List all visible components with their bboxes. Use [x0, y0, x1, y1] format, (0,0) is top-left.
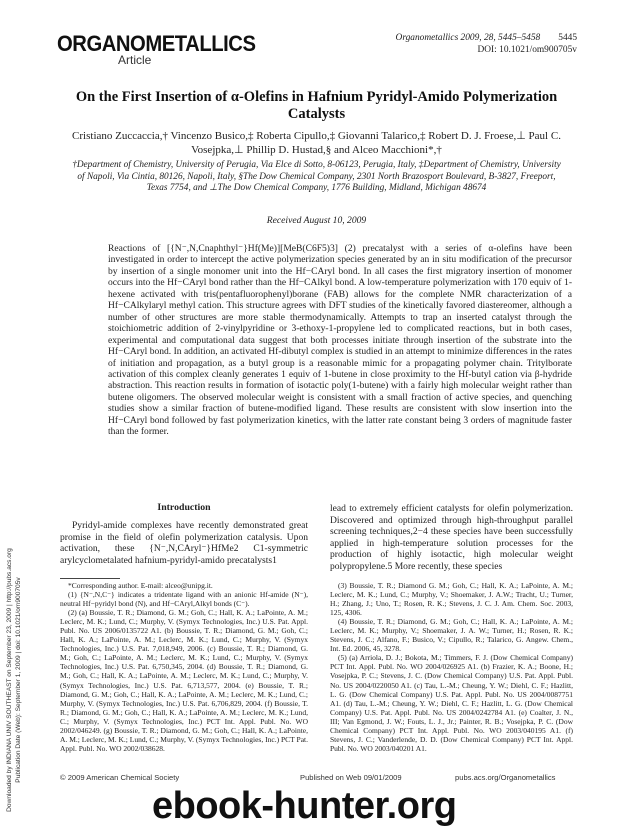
footnote-5: (5) (a) Arriola, D. J.; Bokota, M.; Timmers, F. J. (Dow Chemical Company) PCT Int. Appl. Publ. No. WO 2004/026925 A1. (b) Frazier, K. A.; Boone, H.; Vosejpka, P. C.; Stevens, J. C. (Dow Chemical Company) U.S. Pat. Appl. Publ. No. US 2004/0220050 A1. (c) Tau, L.-M.; Cheung, Y. W.; Diehl, C. F.; Hazlitt, L. G. (Dow Chemical Company) U.S. Pat. Appl. Publ. No. US 2004/0087751 A1. (d) Tau, L.-M.; Cheung, Y. W.; Diehl, C. F.; Hazlitt, L. G. (Dow Chemical Company) U.S. Pat. Appl. Publ. No. US 2004/0242784 A1. (e) Coalter, J. N., III; Van Egmond, J. W.; Fouts, L. J., Jr.; Painter, R. B.; Vosejpka, P. C. (Dow Chemical Company) PCT Int. Appl. Publ. No. WO 2003/040195 A1. (f) Stevens, J. C.; Vanderlende, D. D. (Dow Chemical Company) PCT Int. Appl. Publ. No. WO 2003/040201 A1.: [330, 653, 573, 753]
footnote-corresponding: *Corresponding author. E-mail: alceo@unipg.it.: [68, 581, 213, 590]
journal-url[interactable]: pubs.acs.org/Organometallics: [455, 773, 556, 782]
author-list: Cristiano Zuccaccia,† Vincenzo Busico,‡ Roberta Cipullo,‡ Giovanni Talarico,‡ Robert D. J. Froese,⊥ Paul C. Vosejpka,⊥ Phillip D. Hustad,§ and Alceo Macchioni*,†: [72, 130, 561, 156]
footnote-4: (4) Boussie, T. R.; Diamond, G. M.; Goh, C.; Hall, K. A.; LaPointe, A. M.; Leclerc, M. K.; Murphy, V.; Shoemaker, J. A. W.; Turner, H.; Rosen, R. K.; Stevens, J. C.; Alfano, F.; Busico, V.; Cipullo, R.; Talarico, G. Angew. Chem., Int. Ed. 2006, 45, 3278.: [330, 617, 573, 654]
publication-info: Publication Date (Web): September 1, 2009 | doi: 10.1021/om900705v: [15, 577, 22, 783]
footnote-1: (1) {N⁻,N,C⁻} indicates a tridentate ligand with an anionic Hf-amide (N⁻), neutral Hf−pyridyl bond (N), and Hf−CAryl,Alkyl bonds (C⁻).: [60, 590, 308, 609]
affiliations: †Department of Chemistry, University of Perugia, Via Elce di Sotto, 8-06123, Perugia, Italy, ‡Department of Chemistry, University of Napoli, Via Cintia, 80126, Napoli, Italy, §The Dow Chemical Company, 2301 North Brazosport Boulevard, B-3827, Freeport, Texas 7754, and ⊥The Dow Chemical Company, 1776 Building, Midland, Michigan 48674: [72, 160, 561, 194]
section-heading-introduction: Introduction: [157, 502, 211, 513]
footnotes-right: [330, 581, 573, 753]
page-number: 5445: [558, 33, 577, 43]
intro-right-paragraph: lead to extremely efficient catalysts for olefin polymerization. Discovered and optimized through high-throughput parallel screening techniques,2−4 these species have been successfully applied in high-temperature solution processes for the production of highly isotactic, high molecular weight polypropylene.5 More recently, these species: [330, 503, 573, 572]
footnote-rule: [60, 578, 120, 579]
article-type-label: Article: [118, 53, 152, 67]
footnotes-left: [60, 581, 308, 753]
doi[interactable]: DOI: 10.1021/om900705v: [477, 45, 577, 55]
footnote-2: (2) (a) Boussie, T. R.; Diamond, G. M.; Goh, C.; Hall, K. A.; LaPointe, A. M.; Leclerc, M. K.; Lund, C.; Murphy, V. (Symyx Technologies, Inc.) U.S. Pat. Appl. Publ. No. US 2006/0135722 A1. (b) Boussie, T. R.; Diamond, G. M.; Goh, C.; Hall, K. A.; LaPointe, A. M.; Leclerc, M. K.; Lund, C.; Murphy, V. (Symyx Technologies, Inc.) U.S. Pat. 7,018,949, 2006. (c) Boussie, T. R.; Diamond, G. M.; Goh, C.; LaPointe, A. M.; Leclerc, M. K.; Lund, C.; Murphy, V. (Symyx Technologies, Inc.) U.S. Pat. 6,750,345, 2004. (d) Boussie, T. R.; Diamond, G. M.; Goh, C.; Hall, K. A.; LaPointe, A. M.; Leclerc, M. K.; Lund, C.; Murphy, V. (Symyx Technologies, Inc.) U.S. Pat. 6,713,577, 2004. (e) Boussie, T. R.; Diamond, G. M.; Goh, C.; Hall, K. A.; LaPointe, A. M.; Leclerc, M. K.; Lund, C.; Murphy, V. (Symyx Technologies, Inc.) U.S. Pat. 6,706,829, 2004. (f) Boussie, T. R.; Diamond, G. M.; Goh, C.; Hall, K. A.; LaPointe, A. M.; Leclerc, M. K.; Lund, C.; Murphy, V. (Symyx Technologies, Inc.) PCT Int. Appl. Publ. No. WO 2002/046249. (g) Boussie, T. R.; Diamond, G. M.; Goh, C.; Hall, K. A.; LaPointe, A. M.; Leclerc, M. K.; Lund, C.; Murphy, V. (Symyx Technologies, Inc.) PCT Pat. Appl. Publ. No. WO 2002/038628.: [60, 608, 308, 753]
publication-date: Published on Web 09/01/2009: [300, 773, 402, 782]
journal-logo: ORGANOMETALLICS: [57, 31, 256, 56]
journal-citation: Organometallics 2009, 28, 5445–5458: [395, 33, 541, 43]
abstract: Reactions of [{N⁻,N,Cnaphthyl⁻}Hf(Me)][MeB(C6F5)3] (2) precatalyst with a series of α-olefins have been investigated in order to intercept the active polymerization species generated by an in situ modification of the precursor by insertion of a single monomer unit into the Hf−CAryl bond. In all cases the first migratory insertion of monomer occurs into the Hf−CAryl bond rather than the Hf−CAlkyl bond. A low-temperature polymerization with 170 equiv of 1-hexene activated with tris(pentafluorophenyl)borane (FAB) allows for the complete NMR characterization of a Hf−CAlkylaryl methyl cation. This structure agrees with DFT studies of the kinetically favored diastereomer, although a number of other structures are more stable thermodynamically. Attempts to trap an inserted catalyst through the stoichiometric addition of 2-vinylpyridine or 3-ethoxy-1-propylene led to complicated reactions, but in both cases, experimental and computational data suggest that both processes initiate through insertion of the substrate into the Hf−CAryl bond. In addition, an activated Hf-dibutyl complex is studied in an attempt to minimize differences in the rates of initiation and propagation, as a butyl group is a reasonable mimic for a propagating polymer chain. Tritylborate activation of this complex cleanly generates 1 equiv of 1-butene in close proximity to the Hf-butyl cation via β-hydride abstraction. This reaction results in formation of isotactic poly(1-butene) with a fairly high molecular weight rather than butene oligomers. The observed molecular weight is consistent with a small fraction of active species, and quenching studies show a similar fraction of butene-modified ligand. These results are consistent with slow insertion into the Hf−CAryl bond followed by fast polymerization kinetics, with the latter rate constant being 3 orders of magnitude faster than the former.: [108, 243, 572, 438]
received-date: Received August 10, 2009: [266, 215, 367, 226]
download-info: Downloaded by INDIANA UNIV SOUTHEAST on September 23, 2009 | http://pubs.acs.org: [6, 548, 13, 812]
footnote-3: (3) Boussie, T. R.; Diamond G. M.; Goh, C.; Hall, K. A.; LaPointe, A. M.; Leclerc, M. K.; Lund, C.; Murphy, V.; Shoemaker, J. A.W.; Tracht, U.; Turner, H.; Zhang, J.; Uno, T.; Rosen, R. K.; Stevens, J. C. J. Am. Chem. Soc. 2003, 125, 4306.: [330, 581, 573, 618]
paper-title: On the First Insertion of α-Olefins in Hafnium Pyridyl-Amido Polymerization Catalysts: [75, 89, 558, 122]
journal-reference: [396, 32, 577, 56]
intro-left-paragraph: Pyridyl-amide complexes have recently demonstrated great promise in the field of olefin polymerization catalysis. Upon activation, these {N⁻,N,CAryl⁻}HfMe2 C1-symmetric arylcyclometalated hafnium-pyridyl-amido precatalysts1: [60, 520, 308, 566]
watermark: ebook-hunter.org: [152, 785, 457, 827]
copyright: © 2009 American Chemical Society: [60, 773, 180, 782]
download-sidebar: [5, 540, 31, 820]
